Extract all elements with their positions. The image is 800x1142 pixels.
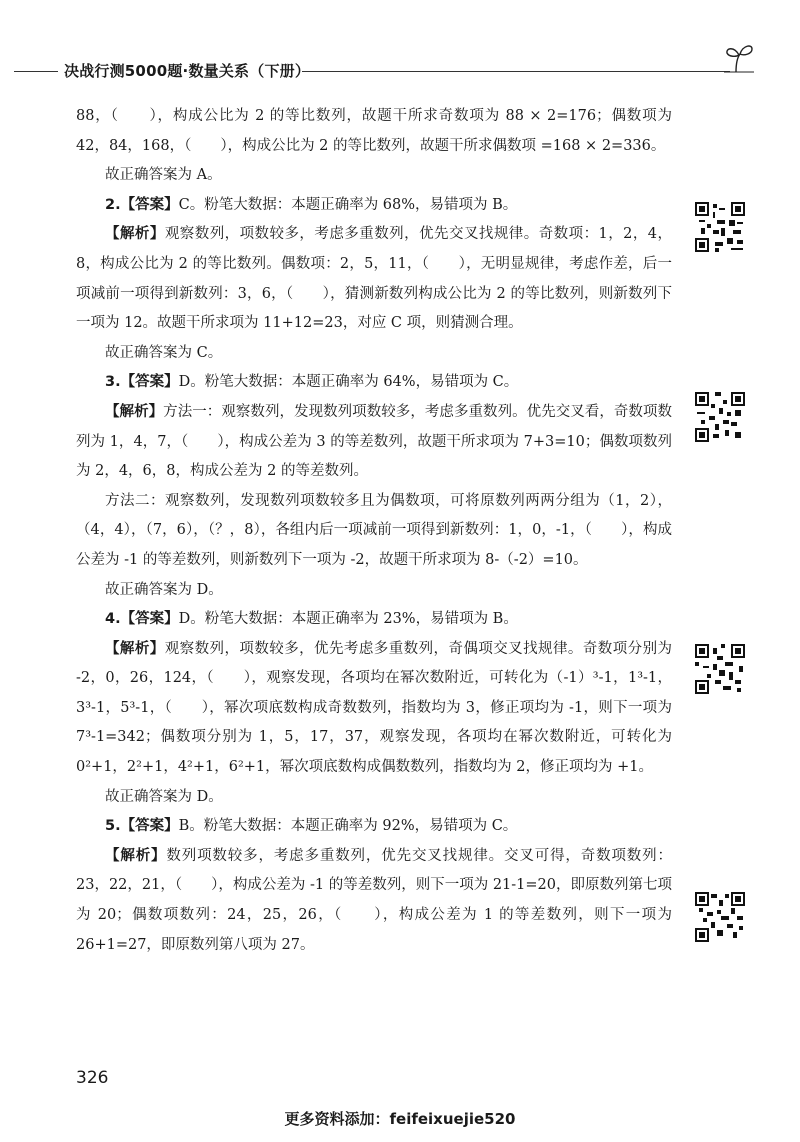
- answer-label: 5.【答案】: [105, 818, 179, 835]
- qr-code-icon[interactable]: [695, 392, 745, 442]
- paragraph: [76, 339, 672, 369]
- running-header: [0, 56, 800, 86]
- qr-code-icon[interactable]: [695, 644, 745, 694]
- paragraph-text: D。粉笔大数据：本题正确率为 23%，易错项为 B。: [178, 611, 518, 628]
- paragraph-text: 方法二：观察数列，发现数列项数较多且为偶数项，可将原数列两两分组为（1，2），（4，4），（7，6），（？，8），各组内后一项减前一项得到新数列：1，0，-1，（ ），构成公差为 -1 的等差数列，则新数列下一项为 -2，故题干所求项为 8-（-2）=10。: [76, 492, 672, 568]
- answer-label: 3.【答案】: [105, 374, 179, 391]
- answer-explanations: [76, 102, 672, 960]
- analysis-label: 【解析】: [105, 226, 165, 243]
- paragraph: [76, 487, 672, 576]
- paragraph-text: 故正确答案为 D。: [105, 581, 223, 598]
- paragraph: [76, 783, 672, 813]
- answer-label: 2.【答案】: [105, 196, 179, 213]
- paragraph: [76, 368, 672, 398]
- paragraph-text: 数列项数较多，考虑多重数列，优先交叉找规律。交叉可得，奇数项数列：23，22，21，（ ），构成公差为 -1 的等差数列，则下一项为 21-1=20，即原数列第七项为 20；偶数项数列：24，25，26，（ ），构成公差为 1 的等差数列，则下一项为 26+1=27，即原数列第八项为 27。: [76, 847, 672, 953]
- analysis-label: 【解析】: [105, 403, 164, 420]
- analysis-label: 【解析】: [105, 640, 165, 657]
- paragraph-text: D。粉笔大数据：本题正确率为 64%，易错项为 C。: [178, 374, 519, 391]
- qr-code-icon[interactable]: [695, 202, 745, 252]
- paragraph: [76, 102, 672, 161]
- paragraph: [76, 576, 672, 606]
- paragraph-text: C。粉笔大数据：本题正确率为 68%，易错项为 B。: [178, 196, 518, 213]
- paragraph-text: 故正确答案为 C。: [105, 344, 223, 361]
- paragraph-text: 观察数列，项数较多，考虑多重数列，优先交叉找规律。奇数项：1，2，4，8，构成公比为 2 的等比数列。偶数项：2，5，11，（ ），无明显规律，考虑作差，后一项减前一项得到新数列：3，6，（ ），猜测新数列构成公比为 2 的等比数列，则新数列下一项为 12。故题干所求项为 11+12=23，对应 C 项，则猜测合理。: [76, 226, 672, 332]
- paragraph: [76, 605, 672, 635]
- paragraph: [76, 398, 672, 487]
- paragraph: [76, 635, 672, 783]
- analysis-label: 【解析】: [105, 847, 167, 864]
- paragraph-text: B。粉笔大数据：本题正确率为 92%，易错项为 C。: [178, 818, 518, 835]
- paragraph-text: 88，（ ），构成公比为 2 的等比数列，故题干所求奇数项为 88 × 2=176；偶数项为 42，84，168，（ ），构成公比为 2 的等比数列，故题干所求偶数项 =168 × 2=336。: [76, 108, 672, 154]
- paragraph: [76, 191, 672, 221]
- paragraph: [76, 812, 672, 842]
- paragraph-text: 故正确答案为 A。: [105, 167, 222, 184]
- answer-label: 4.【答案】: [105, 611, 179, 628]
- paragraph: [76, 842, 672, 960]
- header-rule-left: [14, 71, 58, 72]
- paragraph-text: 观察数列，项数较多，优先考虑多重数列，奇偶项交叉找规律。奇数项分别为 -2，0，26，124，（ ），观察发现，各项均在幂次数附近，可转化为（-1）³-1，1³-1，3³-1，5³-1，（ ），幂次项底数构成奇数数列，指数均为 3，修正项均为 -1，则下一项为 7³-1=342；偶数项分别为 1，5，17，37，观察发现，各项均在幂次数附近，可转化为 0²+1，2²+1，4²+1，6²+1，幂次项底数构成偶数数列，指数均为 2，修正项均为 +1。: [76, 640, 673, 776]
- book-title: 决战行测5000题·数量关系（下册）: [64, 62, 311, 80]
- paragraph-text: 故正确答案为 D。: [105, 788, 223, 805]
- paragraph: [76, 220, 672, 338]
- footer-note: 更多资料添加：feifeixuejie520: [284, 1110, 516, 1128]
- page-number: 326: [76, 1068, 109, 1088]
- qr-code-icon[interactable]: [695, 892, 745, 942]
- header-rule-right: [302, 71, 730, 72]
- paragraph: [76, 161, 672, 191]
- paragraph-text: 方法一：观察数列，发现数列项数较多，考虑多重数列。优先交叉看，奇数项数列为 1，4，7，（ ），构成公差为 3 的等差数列，故题干所求项为 7+3=10；偶数项数列为 2，4，6，8，构成公差为 2 的等差数列。: [76, 403, 673, 480]
- sprout-icon: [722, 42, 756, 74]
